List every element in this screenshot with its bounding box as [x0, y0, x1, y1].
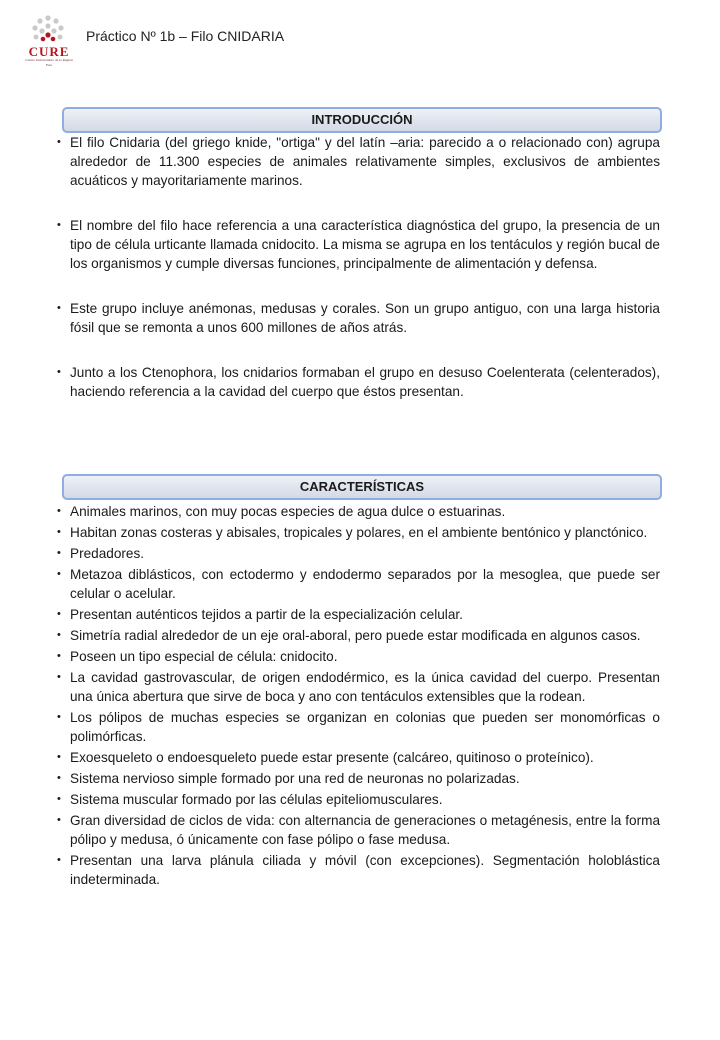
intro-item: • El nombre del filo hace referencia a una característica diagnóstica del grupo, la presencia de un tipo de célula urticante llamada cnidocito. La misma se agrupa en los tentáculos y región bucal de los organismos y cumple diversas funciones, principalmente de alimentación y defensa.	[56, 216, 660, 273]
characteristic-item: • Exoesqueleto o endoesqueleto puede estar presente (calcáreo, quitinoso o proteínico).	[56, 748, 660, 767]
characteristic-item: • Sistema nervioso simple formado por una red de neuronas no polarizadas.	[56, 769, 660, 788]
characteristic-item: • Animales marinos, con muy pocas especies de agua dulce o estuarinas.	[56, 502, 660, 521]
characteristics-heading: CARACTERÍSTICAS	[62, 474, 662, 500]
characteristic-item: • Los pólipos de muchas especies se organizan en colonias que pueden ser monomórficas o polimórficas.	[56, 708, 660, 746]
intro-item: • Este grupo incluye anémonas, medusas y corales. Son un grupo antiguo, con una larga historia fósil que se remonta a unos 600 millones de años atrás.	[56, 299, 660, 337]
characteristic-item: • Simetría radial alrededor de un eje oral-aboral, pero puede estar modificada en algunos casos.	[56, 626, 660, 645]
logo-subtext: Centro Universitario de la Región Este	[25, 58, 73, 67]
logo-text: CURE	[28, 44, 70, 59]
intro-heading: INTRODUCCIÓN	[62, 107, 662, 133]
intro-item: • Junto a los Ctenophora, los cnidarios formaban el grupo en desuso Coelenterata (celenterados), haciendo referencia a la cavidad del cuerpo que éstos presentan.	[56, 363, 660, 401]
characteristic-item: • Gran diversidad de ciclos de vida: con alternancia de generaciones o metagénesis, entre la forma pólipo y medusa, ó únicamente con fase pólipo o fase medusa.	[56, 811, 660, 849]
characteristic-item: • Metazoa diblásticos, con ectodermo y endodermo separados por la mesoglea, que puede ser celular o acelular.	[56, 565, 660, 603]
characteristic-item: • Presentan una larva plánula ciliada y móvil (con excepciones). Segmentación holoblástica indeterminada.	[56, 851, 660, 889]
document-title: Práctico Nº 1b – Filo CNIDARIA	[86, 28, 285, 44]
characteristic-item: • Poseen un tipo especial de célula: cnidocito.	[56, 647, 660, 666]
characteristics-list	[56, 502, 660, 891]
characteristic-item: • Predadores.	[56, 544, 660, 563]
characteristic-item: • Presentan auténticos tejidos a partir de la especialización celular.	[56, 605, 660, 624]
characteristic-item: • Sistema muscular formado por las células epiteliomusculares.	[56, 790, 660, 809]
intro-list	[56, 133, 660, 401]
characteristic-item: • La cavidad gastrovascular, de origen endodérmico, es la única cavidad del cuerpo. Presentan una única abertura que sirve de boca y ano con tentáculos extensibles que la rodean.	[56, 668, 660, 706]
characteristic-item: • Habitan zonas costeras y abisales, tropicales y polares, en el ambiente bentónico y planctónico.	[56, 523, 660, 542]
intro-item: • El filo Cnidaria (del griego knide, "ortiga" y del latín –aria: parecido a o relacionado con) agrupa alrededor de 11.300 especies de animales relativamente simples, exclusivos de ambientes acuáticos y mayoritariamente marinos.	[56, 133, 660, 190]
